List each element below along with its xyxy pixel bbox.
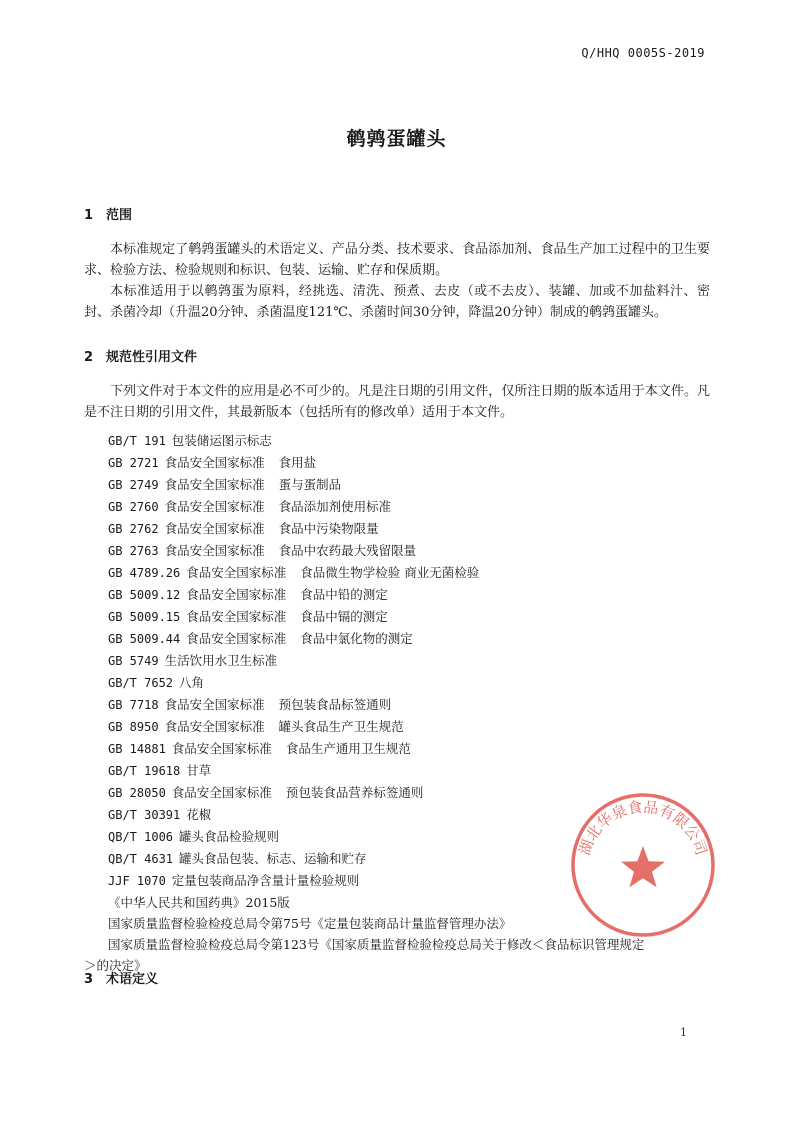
reference-item: GB 2760 食品安全国家标准 食品添加剂使用标准 <box>108 499 392 514</box>
section-number: 2 <box>84 350 94 365</box>
reference-item-decree-75: 国家质量监督检验检疫总局令第75号《定量包装商品计量监督管理办法》 <box>108 916 512 931</box>
references-intro-paragraph: 下列文件对于本文件的应用是必不可少的。凡是注日期的引用文件，仅所注日期的版本适用于本文件。凡是不注日期的引用文件，其最新版本（包括所有的修改单）适用于本文件。 <box>84 384 710 420</box>
section-3-heading <box>84 968 158 987</box>
scope-paragraph-2: 本标准适用于以鹌鹑蛋为原料，经挑选、清洗、预煮、去皮（或不去皮）、装罐、加或不加盐料汁、密封、杀菌冷却（升温20分钟、杀菌温度121℃、杀菌时间30分钟，降温20分钟）制成的鹌鹑蛋罐头。 <box>84 284 710 320</box>
reference-item: GB/T 7652 八角 <box>108 675 205 690</box>
section-title: 术语定义 <box>106 972 159 987</box>
reference-item: GB/T 191 包装储运图示标志 <box>108 433 272 448</box>
reference-item: QB/T 4631 罐头食品包装、标志、运输和贮存 <box>108 851 367 866</box>
standard-code: Q/HHQ 0005S-2019 <box>581 46 705 60</box>
reference-item: GB 2763 食品安全国家标准 食品中农药最大残留限量 <box>108 543 417 558</box>
section-title: 规范性引用文件 <box>106 350 198 365</box>
reference-item: QB/T 1006 罐头食品检验规则 <box>108 829 280 844</box>
reference-item: GB/T 30391 花椒 <box>108 807 212 822</box>
scope-paragraph-1: 本标准规定了鹌鹑蛋罐头的术语定义、产品分类、技术要求、食品添加剂、食品生产加工过程中的卫生要求、检验方法、检验规则和标识、包装、运输、贮存和保质期。 <box>84 242 710 278</box>
reference-item: GB 5009.12 食品安全国家标准 食品中铅的测定 <box>108 587 388 602</box>
reference-item: GB 7718 食品安全国家标准 预包装食品标签通则 <box>108 697 392 712</box>
reference-item-decree-123-continued: ＞的决定》 <box>84 958 147 973</box>
document-title: 鹌鹑蛋罐头 <box>346 128 447 150</box>
reference-item: GB 2762 食品安全国家标准 食品中污染物限量 <box>108 521 379 536</box>
page-number: 1 <box>680 1026 687 1039</box>
reference-item: GB 4789.26 食品安全国家标准 食品微生物学检验 商业无菌检验 <box>108 565 480 580</box>
reference-item: GB 2749 食品安全国家标准 蛋与蛋制品 <box>108 477 342 492</box>
reference-item: GB/T 19618 甘草 <box>108 763 212 778</box>
seal-text: 湖北华泉食品有限公司 <box>575 797 711 858</box>
reference-item: GB 14881 食品安全国家标准 食品生产通用卫生规范 <box>108 741 411 756</box>
reference-item: GB 5749 生活饮用水卫生标准 <box>108 653 278 668</box>
reference-item: GB 5009.44 食品安全国家标准 食品中氯化物的测定 <box>108 631 413 646</box>
reference-item-pharmacopoeia: 《中华人民共和国药典》2015版 <box>108 895 290 910</box>
reference-item: GB 28050 食品安全国家标准 预包装食品营养标签通则 <box>108 785 424 800</box>
reference-item: GB 8950 食品安全国家标准 罐头食品生产卫生规范 <box>108 719 404 734</box>
section-1-heading <box>84 204 132 223</box>
section-title: 范围 <box>106 208 133 223</box>
section-number: 1 <box>84 208 94 223</box>
company-seal-stamp <box>568 790 718 940</box>
star-icon <box>621 846 665 887</box>
reference-item: JJF 1070 定量包装商品净含量计量检验规则 <box>108 873 360 888</box>
reference-item: GB 2721 食品安全国家标准 食用盐 <box>108 455 317 470</box>
reference-item-decree-123: 国家质量监督检验检疫总局令第123号《国家质量监督检验检疫总局关于修改＜食品标识管理规定 <box>108 937 645 952</box>
section-number: 3 <box>84 972 94 987</box>
reference-item: GB 5009.15 食品安全国家标准 食品中镉的测定 <box>108 609 388 624</box>
section-2-heading <box>84 346 197 365</box>
